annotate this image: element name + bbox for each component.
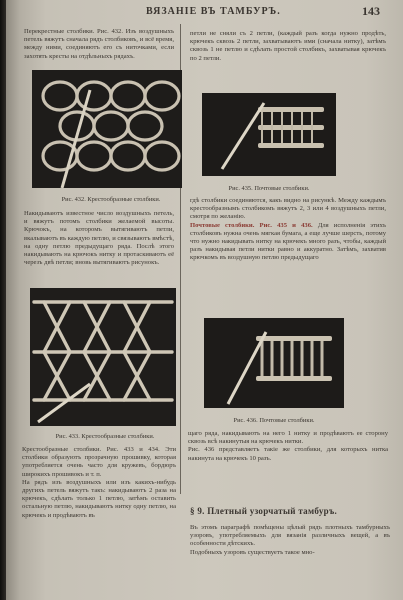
crochet-lattice-illustration (30, 288, 176, 426)
right-top-text (190, 30, 386, 63)
section-body-text (190, 524, 390, 557)
paragraph: Накидываютъ известное число воздушныхъ петель, и вяжутъ потомъ столбики желаемой высоты. Крючокъ, на которомъ вытягиваютъ петли, вкалываютъ въ каждую петлю, и связываютъ вмѣстѣ, на одну петлю предыдущаго ряда. Послѣ этого накидываютъ на крючокъ нитку и протаскиваютъ её черезъ двѣ петли; вновь вытягиваютъ рисунокъ. (24, 210, 174, 267)
left-mid-text (24, 210, 174, 267)
right-bottom-text (188, 430, 388, 463)
header-title: ВЯЗАНІЕ ВЪ ТАМБУРЪ. (146, 6, 281, 17)
paragraph (190, 222, 386, 263)
paragraph: петли не сняли съ 2 петли, (каждый разъ когда нужно продѣть, крючекъ сквозь 2 петли, захватываютъ ими (сначала нитку), затѣмъ сквозь 1 не петлю и сдѣлать простой столбикъ, захватывая крючекъ по 2 петли. (190, 30, 386, 62)
figure-435-caption: Рис. 435. Почтовые столбики. (228, 185, 310, 192)
paragraph: Рис. 436 представляетъ такіе же столбики, для которыхъ нитка накинута на крючекъ 10 разъ. (188, 446, 388, 462)
right-mid-text (190, 197, 386, 263)
paragraph: щаго ряда, накидываютъ на него 1 нитку и продѣваютъ ее сторону сквозь всѣ накинутыя на крючекъ нитки. (188, 430, 388, 446)
figure-436-caption: Рис. 436. Почтовые столбики. (233, 417, 315, 424)
figure-432-caption: Рис. 432. Крестообразные столбики. (61, 196, 161, 203)
book-page (6, 0, 403, 600)
section-heading: § 9. Плетный узорчатый тамбуръ. (190, 506, 338, 516)
paragraph-body: Для исполненія этихъ столбиковъ нужна очень мягкая бумага, а еще лучше шерсть, потому что нужно накидывать нитку на крючекъ много разъ, чтобы, каждый разъ накидывая петли нитки равно и аккуратно. Затѣмъ, захватив крючкомъ въ воздушную петлю предыдущаго (190, 221, 386, 262)
figure-432-crochet-photo (32, 70, 182, 188)
figure-433-crochet-photo (30, 288, 176, 426)
paragraph: Крестообразные столбики. Рис. 433 и 434. Эти столбики образуютъ прозрачную прошивку, которая употребляется очень часто для кружевъ, бордюръ широкихъ прошивокъ и т. п. (22, 446, 176, 478)
paragraph: Въ этомъ параграфѣ помѣщены цѣлый рядъ плотныхъ тамбурныхъ узоровъ, употребляемыхъ для вязанія различныхъ вещей, а въ особенности дѣтскихъ. (190, 524, 390, 548)
paragraph: гдѣ столбики соединяются, какъ видно на рисункѣ. Между каждымъ крестообразнымъ столбикомъ вяжутъ 2, 3 или 4 воздушныхъ петли, смотря по желанію. (190, 197, 386, 221)
post-stitch-illustration (204, 318, 344, 408)
paragraph: Подобныхъ узоровъ существуетъ такое мно- (190, 548, 315, 556)
crochet-mesh-illustration (32, 70, 182, 188)
paragraph: На рядъ изъ воздушныхъ или изъ какихъ-нибудь другихъ петель вяжутъ такъ: накидываютъ 2 раза на крючекъ, сдѣлать только 1 петлю, затѣмъ оставить остальную петлю, накидываютъ нитку одну петлю, на крючекъ и продѣваютъ въ (22, 478, 176, 519)
left-bottom-text (22, 446, 176, 520)
page-number: 143 (362, 4, 380, 18)
figure-433-caption: Рис. 433. Крестообразные столбики. (55, 433, 155, 440)
post-stitch-illustration (202, 93, 336, 176)
subheading: Почтовые столбики. Рис. 435 и 436. (190, 221, 313, 229)
figure-435-crochet-photo (202, 93, 336, 176)
running-header (6, 6, 403, 22)
left-intro-text (24, 28, 174, 61)
figure-436-crochet-photo (204, 318, 344, 408)
paragraph: Перекрестные столбики. Рис. 432. Изъ воздушныхъ петель вяжутъ сначала рядъ столбиковъ, и всё время, между ними, соединяютъ его съ ниточками, если захотять кресты на отдѣльныхъ рядахъ. (24, 28, 174, 60)
